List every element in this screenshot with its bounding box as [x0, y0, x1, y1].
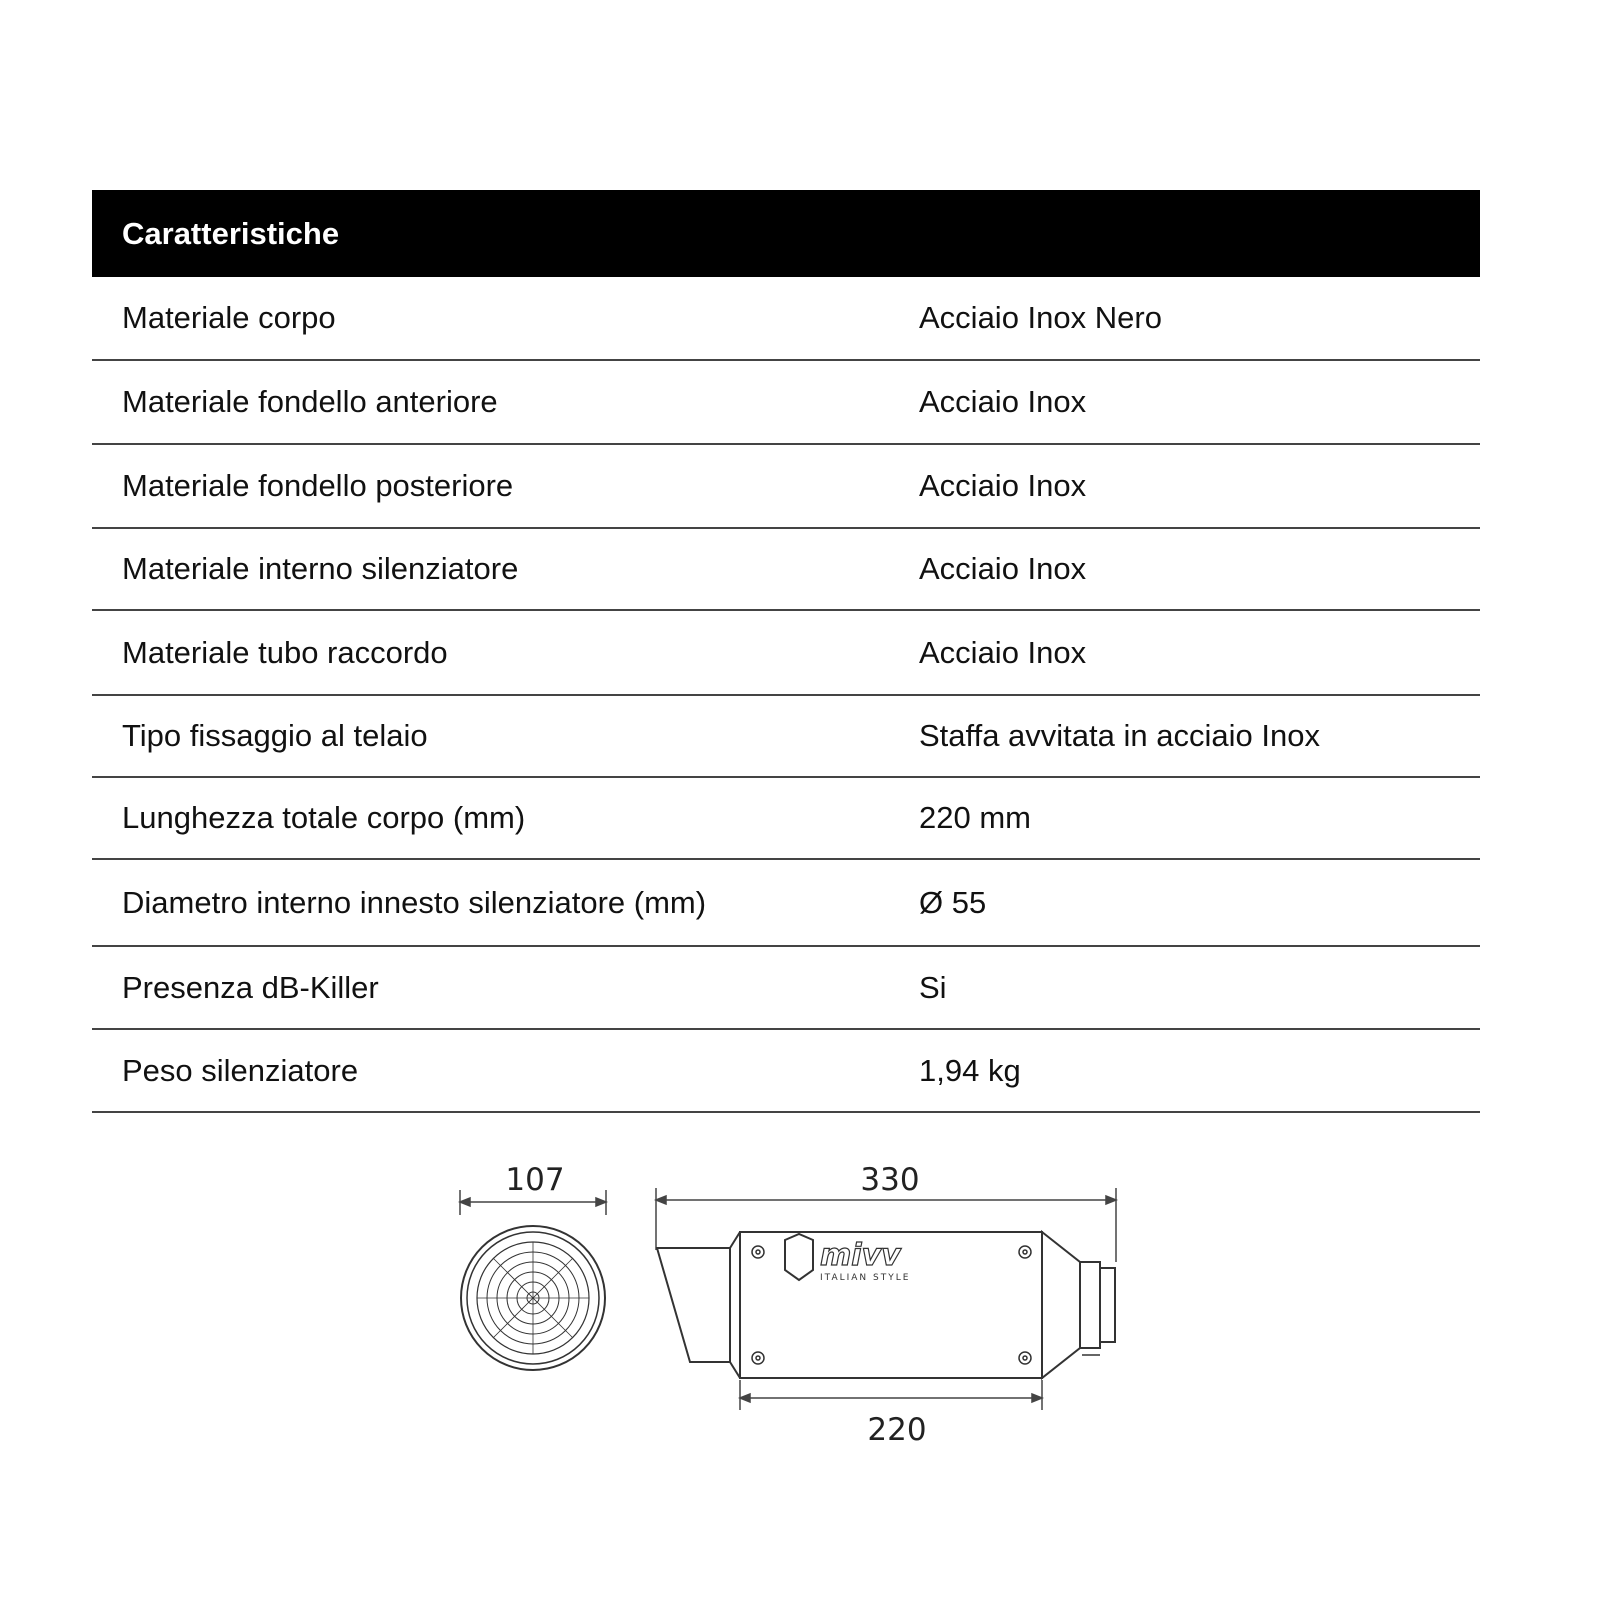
row-value: Acciaio Inox	[919, 384, 1087, 419]
table-header: Caratteristiche	[92, 190, 1480, 277]
row-value: Acciaio Inox	[919, 634, 1087, 670]
row-label: Presenza dB-Killer	[122, 969, 379, 1005]
end-view-icon	[461, 1226, 605, 1370]
body-length-dimension	[740, 1380, 1042, 1410]
row-label: Materiale fondello anteriore	[122, 384, 498, 419]
row-label: Materiale interno silenziatore	[122, 551, 519, 586]
row-value: Acciaio Inox Nero	[919, 300, 1162, 335]
row-value: Ø 55	[919, 884, 987, 920]
row-value: 220 mm	[919, 800, 1031, 835]
row-label: Materiale corpo	[122, 300, 336, 335]
spec-table	[92, 190, 1480, 1113]
table-row	[92, 529, 1480, 611]
row-value: Acciaio Inox	[919, 468, 1087, 503]
row-label: Materiale tubo raccordo	[122, 634, 448, 670]
svg-text:mivv: mivv	[820, 1238, 901, 1273]
table-row	[92, 1030, 1480, 1113]
end-view-dimension	[460, 1190, 606, 1215]
row-value: Staffa avvitata in acciaio Inox	[919, 718, 1320, 753]
table-row	[92, 445, 1480, 529]
row-label: Peso silenziatore	[122, 1052, 359, 1088]
end-view-dimension-label: 107	[505, 1162, 565, 1198]
table-row	[92, 696, 1480, 778]
table-row	[92, 860, 1480, 947]
total-length-dimension-label: 330	[860, 1162, 920, 1198]
silencer-side-view	[657, 1232, 1115, 1378]
total-length-dimension	[656, 1188, 1116, 1262]
svg-text:ITALIAN STYLE: ITALIAN STYLE	[820, 1273, 911, 1283]
row-label: Diametro interno innesto silenziatore (mm)	[122, 884, 707, 920]
body-length-dimension-label: 220	[867, 1412, 927, 1448]
table-row	[92, 778, 1480, 860]
row-value: 1,94 kg	[919, 1052, 1021, 1088]
row-value: Si	[919, 969, 947, 1005]
screw-icons	[752, 1246, 1031, 1364]
table-row	[92, 611, 1480, 696]
row-value: Acciaio Inox	[919, 551, 1087, 586]
table-row	[92, 277, 1480, 361]
row-label: Tipo fissaggio al telaio	[122, 718, 428, 753]
row-label: Lunghezza totale corpo (mm)	[122, 800, 526, 835]
table-row	[92, 947, 1480, 1030]
row-label: Materiale fondello posteriore	[122, 468, 514, 503]
table-row	[92, 361, 1480, 445]
mivv-logo	[785, 1234, 910, 1283]
